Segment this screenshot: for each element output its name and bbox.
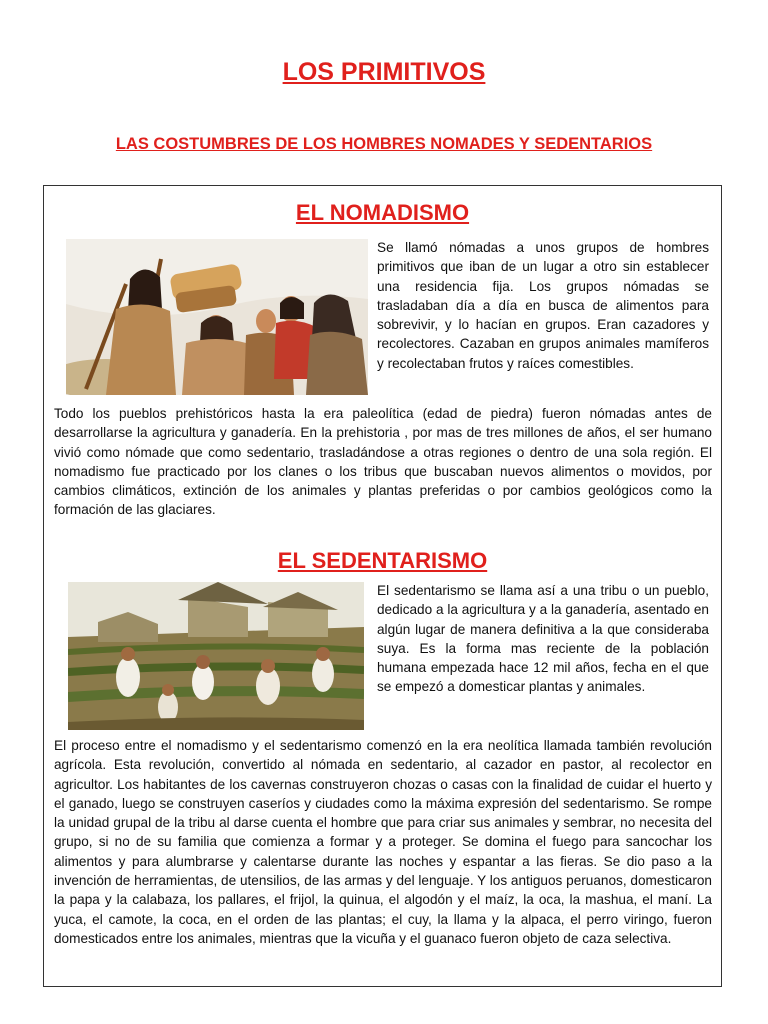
content-box <box>43 185 722 987</box>
page-title: LOS PRIMITIVOS <box>282 58 486 86</box>
sedentary-illustration <box>68 582 364 730</box>
sedentarismo-side-text: El sedentarismo se llama así a una tribu o un pueblo, dedicado a la agricultura y a la ganadería, asentado en algún lugar de manera definitiva a la que consideraba suya. Es la forma mas reciente de la población humana empezada hace 12 mil años, fecha en el que se empezó a domesticar plantas y animales. <box>377 583 709 695</box>
nomadismo-body-text: Todo los pueblos prehistóricos hasta la era paleolítica (edad de piedra) fueron nómadas antes de desarrollarse la agricultura y ganadería. En la prehistoria , por mas de tres millones de años, el ser humano vivió como nómade que como sedentario, trasladándose a otras regiones o dentro de una sola región. El nomadismo fue practicado por los clanes o los tribus que buscaban nuevos alimentos o movidos, por cambios climáticos, extinción de los animales y plantas preferidas o por cambios geológicos como la formación de las glaciares. <box>54 406 712 518</box>
sedentarismo-heading: EL SEDENTARISMO <box>277 548 488 573</box>
nomads-illustration <box>66 239 368 395</box>
nomadismo-side-text: Se llamó nómadas a unos grupos de hombres primitivos que iban de un lugar a otro sin establecer una residencia fija. Los grupos nómadas se trasladaban día a día en busca de alimentos para sobrevivir, y lo hacían en grupos. Eran cazadores y recolectores. Cazaban en grupos animales mamíferos y recolectaban frutos y raíces comestibles. <box>377 240 709 371</box>
nomadismo-heading: EL NOMADISMO <box>295 200 470 225</box>
sedentarismo-body-text: El proceso entre el nomadismo y el sedentarismo comenzó en la era neolítica llamada también revolución agrícola. Esta revolución, convertido al nómada en sedentario, al cazador en pastor, al recolector en agricultor. Los habitantes de los cavernas construyeron chozas o casas con la finalidad de cuidar el huerto y el ganado, luego se construyen caseríos y ciudades como la máxima expresión del sedentarismo. Se rompe la unidad grupal de la tribu al darse cuenta el hombre que para criar sus animales y sembrar, no necesita del grupo, si no de su familia que comienza a formar y a proteger. Se domina el fuego para sancochar los alimentos y para alumbrarse y calentarse durante las noches y espantar a las fieras. Se dio paso a la invención de herramientas, de utensilios, de las armas y del lenguaje. Y los antiguos peruanos, domesticaron la papa y la calabaza, los pallares, el frijol, la quinua, el algodón y el maíz, la oca, la mashua, el maní. La yuca, el camote, la coca, en el orden de las plantas; el cuy, la llama y la alpaca, el perro viringo, fueron domesticados entre los animales, mientras que la vicuña y el guanaco fueron objeto de caza selectiva. <box>54 738 712 946</box>
page-subtitle: LAS COSTUMBRES DE LOS HOMBRES NOMADES Y SEDENTARIOS <box>115 135 653 153</box>
